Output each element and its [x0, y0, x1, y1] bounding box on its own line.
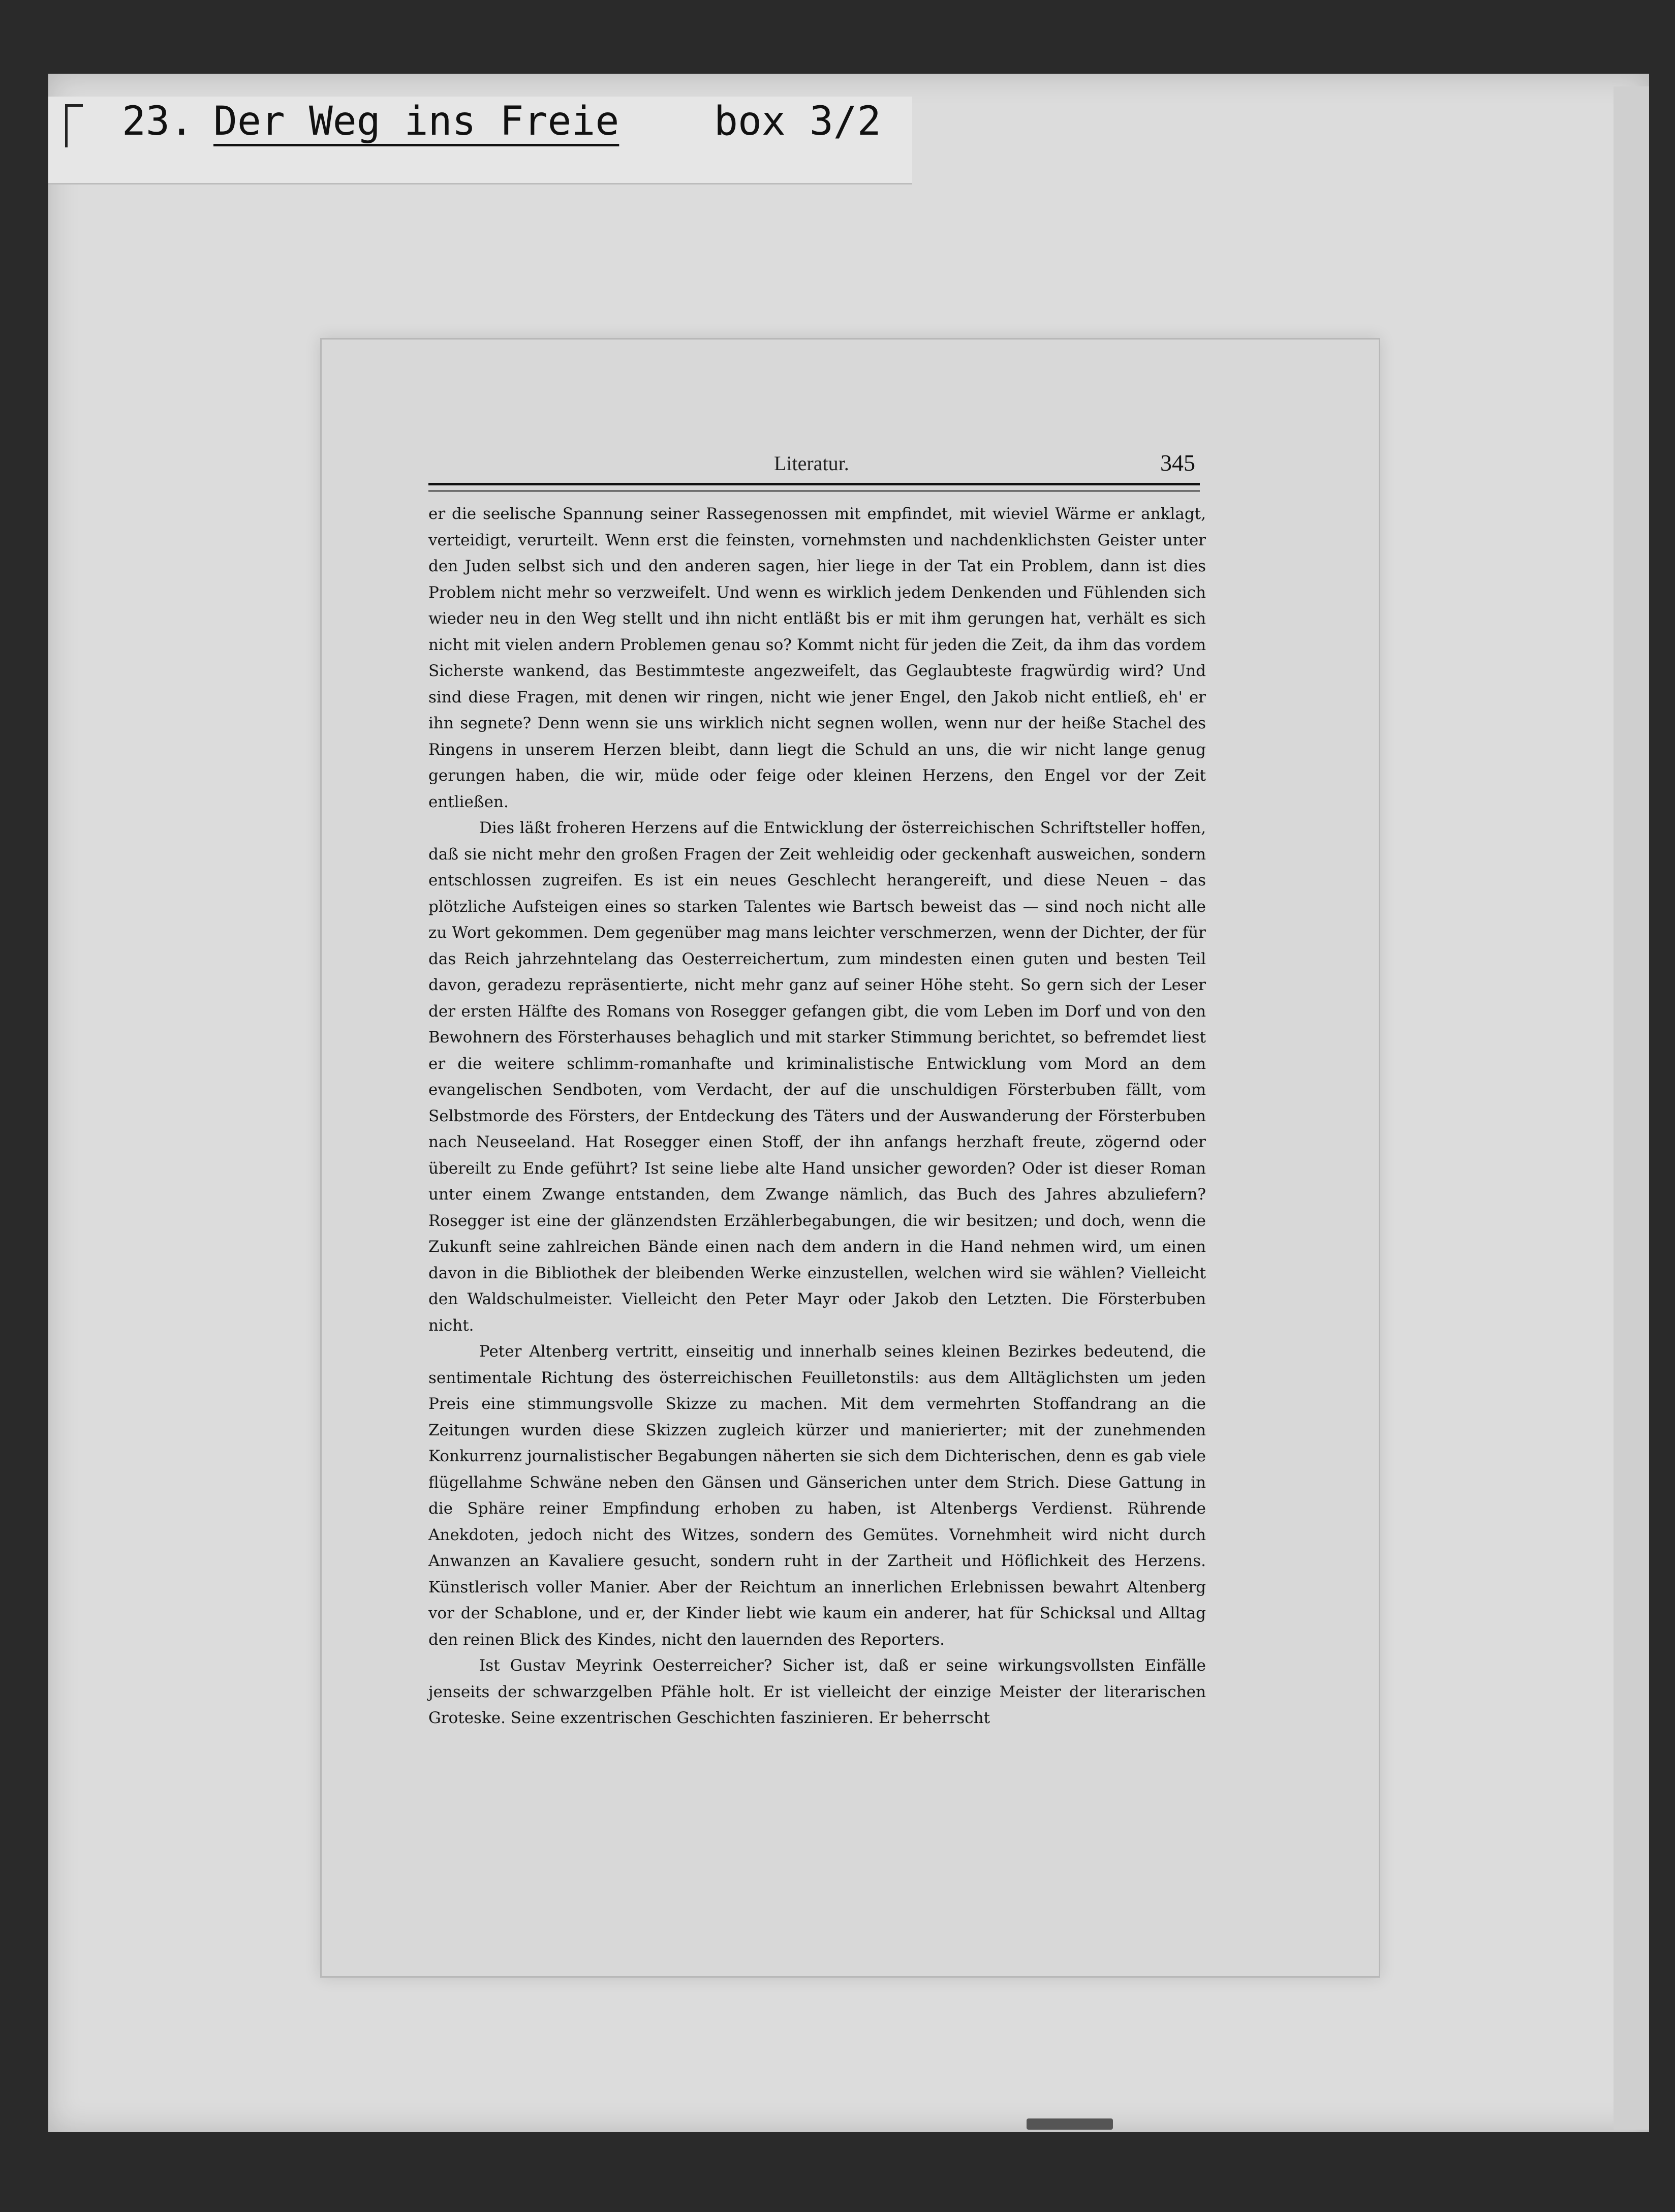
paragraph: Dies läßt froheren Herzens auf die Entwicklung der österreichischen Schriftsteller hoffen, daß sie nicht mehr den großen Fragen der Zeit wehleidig oder geckenhaft ausweichen, sondern entschlossen zugreifen. Es ist ein neues Geschlecht herangereift, und diese Neuen – das plötzliche Aufsteigen eines so starken Talentes wie Bartsch beweist das — sind noch nicht alle zu Wort gekommen. Dem gegenüber mag mans leichter verschmerzen, wenn der Dichter, der für das Reich jahrzehntelang das Oesterreichertum, zum mindesten einen guten und besten Teil davon, geradezu repräsentierte, nicht mehr ganz auf seiner Höhe steht. So gern sich der Leser der ersten Hälfte des Romans von Rosegger gefangen gibt, die vom Leben im Dorf und von den Bewohnern des Försterhauses behaglich und mit starker Stimmung berichtet, so befremdet liest er die weitere schlimm-romanhafte und kriminalistische Entwicklung vom Mord an dem evangelischen Sendboten, vom Verdacht, der auf die unschuldigen Försterbuben fällt, vom Selbstmorde des Försters, der Entdeckung des Täters und der Auswanderung der Försterbuben nach Neuseeland. Hat Rosegger einen Stoff, der ihn anfangs herzhaft freute, zögernd oder übereilt zu Ende geführt? Ist seine liebe alte Hand unsicher geworden? Oder ist dieser Roman unter einem Zwange entstanden, dem Zwange nämlich, das Buch des Jahres abzuliefern? Rosegger ist eine der glänzendsten Erzählerbegabungen, die wir besitzen; und doch, wenn die Zukunft seine zahlreichen Bände einen nach dem andern in die Hand nehmen wird, um einen davon in die Bibliothek der bleibenden Werke einzustellen, welchen wird sie wählen? Vielleicht den Waldschulmeister. Vielleicht den Peter Mayr oder Jakob den Letzten. Die Försterbuben nicht. — [428, 819, 1206, 1335]
newspaper-clipping — [320, 338, 1380, 1978]
paragraph: Peter Altenberg vertritt, einseitig und innerhalb seines kleinen Bezirkes bedeutend, die sentimentale Richtung des österreichischen Feuilletonstils: aus dem Alltäglichsten um jeden Preis eine stimmungsvolle Skizze zu machen. Mit dem vermehrten Stoffandrang an die Zeitungen wurden diese Skizzen zugleich kürzer und manierierter; mit der zunehmenden Konkurrenz journalistischer Begabungen näherten sie sich dem Dichterischen, denn es gab viele flügellahme Schwäne neben den Gänsen und Gänserichen unter dem Strich. Diese Gattung in die Sphäre reiner Empfindung erhoben zu haben, ist Altenbergs Verdienst. Rührende Anekdoten, jedoch nicht des Witzes, sondern des Gemütes. Vornehmheit wird nicht durch Anwanzen an Kavaliere gesucht, sondern ruht in der Zartheit und Höflichkeit des Herzens. Künstlerisch voller Manier. Aber der Reichtum an innerlichen Erlebnissen bewahrt Altenberg vor der Schablone, und er, der Kinder liebt wie kaum ein anderer, hat für Schicksal und Alltag den reinen Blick des Kindes, nicht den lauernden des Reporters. — [428, 1342, 1206, 1649]
paragraph: Ist Gustav Meyrink Oesterreicher? Sicher ist, daß er seine wirkungsvollsten Einfälle jenseits der schwarzgelben Pfähle holt. Er ist vielleicht der einzige Meister der literarischen Groteske. Seine exzentrischen Geschichten faszinieren. Er beherrscht — [428, 1656, 1206, 1727]
header-rule — [428, 483, 1200, 491]
running-head — [322, 451, 1379, 482]
article-body — [428, 501, 1206, 1732]
running-head-title: Literatur. — [774, 452, 849, 475]
page-number: 345 — [1160, 450, 1195, 476]
sheet-edge — [1614, 86, 1649, 2130]
paragraph: er die seelische Spannung seiner Rassegenossen mit empfindet, mit wieviel Wärme er anklagt, verteidigt, verurteilt. Wenn erst die feinsten, vornehmsten und nachdenklichsten Geister unter den Juden selbst sich und den anderen sagen, hier liege in der Tat ein Problem, dann ist dies Problem nicht mehr so verzweifelt. Und wenn es wirklich jedem Denkenden und Fühlenden sich wieder neu in den Weg stellt und ihn nicht entläßt bis er mit ihm gerungen hat, verhält es sich nicht mit vielen andern Problemen genau so? Kommt nicht für jeden die Zeit, da ihm das vordem Sicherste wankend, das Bestimmteste angezweifelt, das Geglaubteste fragwürdig wird? Und sind diese Fragen, mit denen wir ringen, nicht wie jener Engel, den Jakob nicht entließ, eh' er ihn segnete? Denn wenn sie uns wirklich nicht segnen wollen, wenn nur der heiße Stachel des Ringens in unserem Herzen bleibt, dann liegt die Schuld an uns, die wir nicht lange genug gerungen haben, die wir, müde oder feige oder kleinen Herzens, den Engel vor der Zeit entließen. — [428, 505, 1206, 811]
label-number: 23. — [122, 99, 194, 144]
label-box: box 3/2 — [714, 99, 881, 144]
label-title: Der Weg ins Freie — [213, 99, 619, 144]
corner-mark — [65, 104, 83, 147]
binder-clip — [1027, 2118, 1113, 2130]
